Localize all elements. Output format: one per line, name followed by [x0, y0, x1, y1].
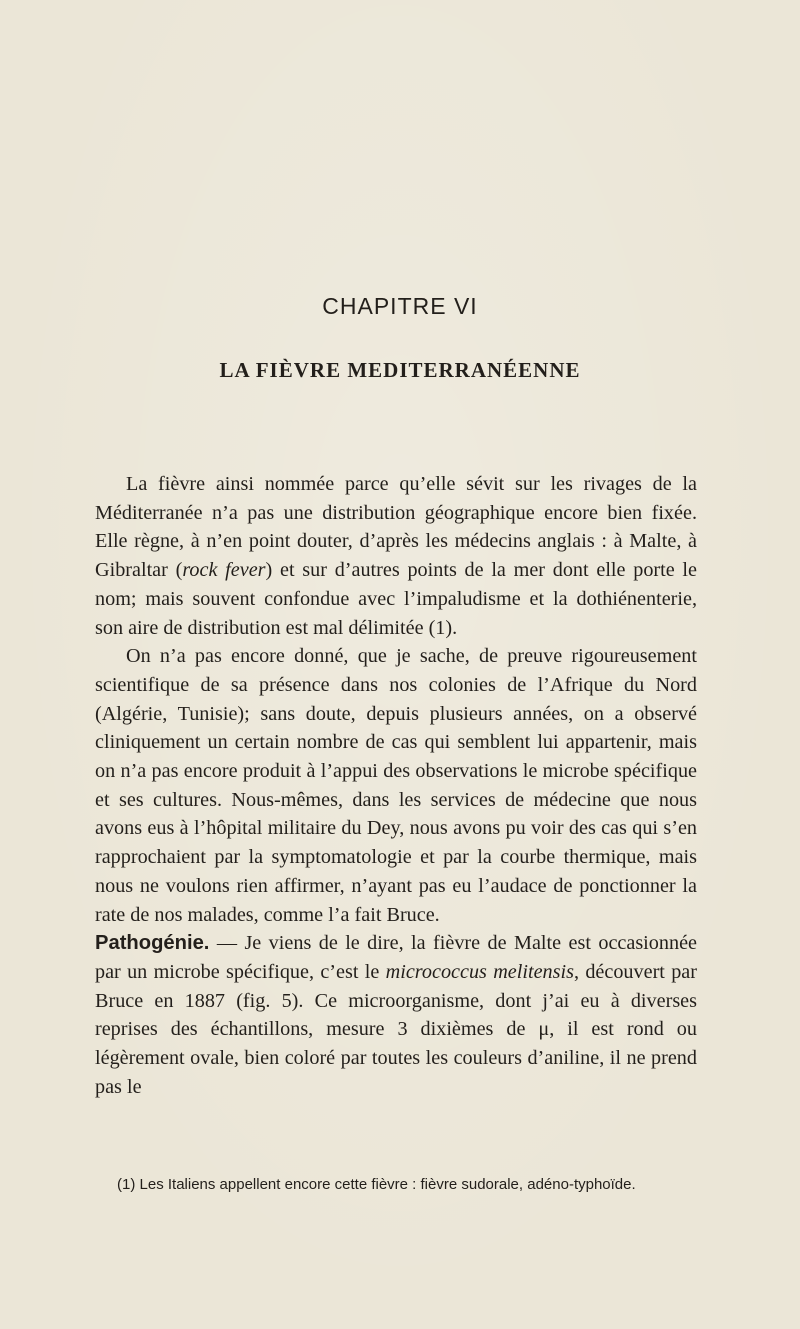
body-text: [95, 470, 697, 1101]
paragraph-3-italic: micrococcus melitensis: [385, 960, 574, 983]
footnote-marker: (1): [117, 1176, 136, 1193]
footnote-text: Les Italiens appellent encore cette fièvre : fièvre sudorale, adéno-typhoïde.: [135, 1176, 636, 1193]
paragraph-1-part-1: La fièvre ainsi nommée parce qu’elle sévit sur les rivages de la Méditerranée n’a pas une distribution géographique encore bien fixée. Elle règne, à n’en point douter, d’après les médecins anglais : à Malte, à Gibraltar (: [95, 473, 697, 582]
paragraph-1: [95, 470, 697, 642]
chapter-title: LA FIÈVRE MEDITERRANÉENNE: [219, 358, 581, 382]
paragraph-1-part-2: ) et sur d’autres points de la mer dont elle porte le nom; mais souvent confondue avec l’impaludisme et la dothiénenterie, son aire de distribution est mal délimitée (1).: [95, 559, 698, 639]
chapter-heading: CHAPITRE VI: [322, 293, 478, 319]
paragraph-1-italic: rock fever: [182, 559, 266, 582]
paragraph-3-part-2: , découvert par Bruce en 1887 (fig. 5). Ce microorganisme, dont j’ai eu à diverses reprises des échantillons, mesure 3 dixièmes de μ, il est rond ou légèrement ovale, bien coloré par toutes les couleurs d’aniline, il ne prend pas le: [95, 960, 697, 1098]
footnote: [95, 1176, 697, 1194]
paragraph-3: [95, 929, 697, 1101]
paragraph-3-part-1: — Je viens de le dire, la fièvre de Malte est occasionnée par un microbe spécifique, c’est le: [95, 932, 697, 983]
paragraph-2: On n’a pas encore donné, que je sache, de preuve rigoureusement scientifique de sa présence dans nos colonies de l’Afrique du Nord (Algérie, Tunisie); sans doute, depuis plusieurs années, on a observé cliniquement un certain nombre de cas qui semblent lui appartenir, mais on n’a pas encore produit à l’appui des observations le microbe spécifique et ses cultures. Nous-mêmes, dans les services de médecine que nous avons eus à l’hôpital militaire du Dey, nous avons pu voir des cas qui s’en rapprochaient par la symptomatologie et par la courbe thermique, mais nous ne voulons rien affirmer, n’ayant pas eu l’audace de ponctionner la rate de nos malades, comme l’a fait Bruce.: [95, 645, 697, 926]
section-heading-pathogenie: Pathogénie.: [95, 932, 210, 955]
